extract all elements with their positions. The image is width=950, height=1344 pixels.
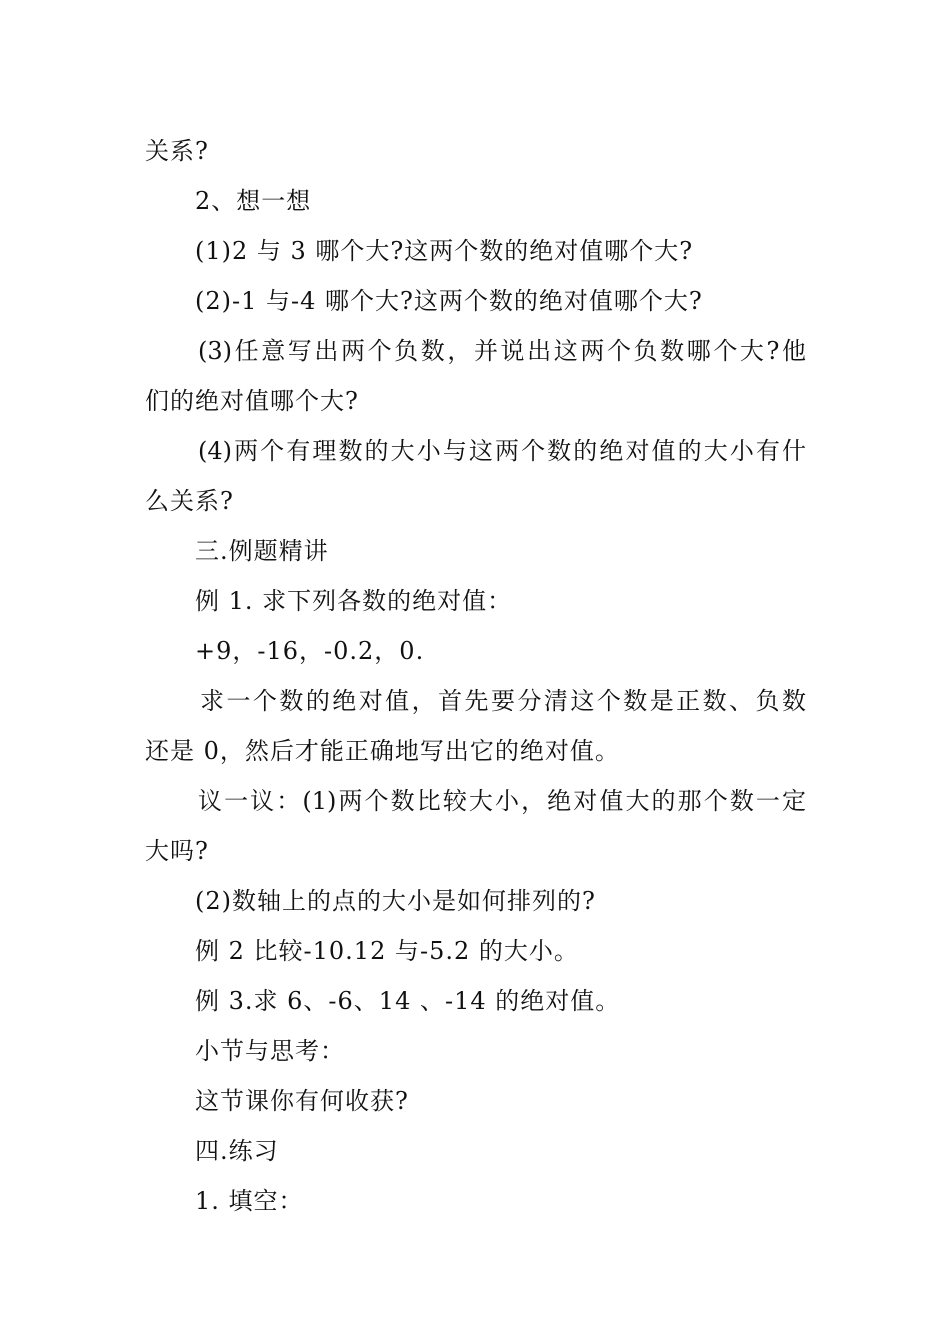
text-line: (3)任意写出两个负数，并说出这两个负数哪个大?他	[198, 337, 806, 365]
section-heading: 小节与思考：	[195, 1037, 345, 1065]
text-line: 例 3.求 6、-6、14 、-14 的绝对值。	[195, 987, 621, 1015]
section-heading: 2、想一想	[195, 187, 312, 215]
text-line: 议一议：(1)两个数比较大小，绝对值大的那个数一定	[198, 787, 806, 815]
text-line: (4)两个有理数的大小与这两个数的绝对值的大小有什	[198, 437, 806, 465]
text-line: 大吗?	[145, 837, 209, 865]
section-heading: 四.练习	[195, 1137, 279, 1165]
text-line: 这节课你有何收获?	[195, 1087, 409, 1115]
text-line: +9，-16，-0.2，0.	[195, 637, 425, 665]
text-line: (1)2 与 3 哪个大?这两个数的绝对值哪个大?	[195, 237, 694, 265]
text-line: 例 2 比较-10.12 与-5.2 的大小。	[195, 937, 579, 965]
text-line: 还是 0，然后才能正确地写出它的绝对值。	[145, 737, 620, 765]
section-heading: 三.例题精讲	[195, 537, 329, 565]
text-line: 关系?	[145, 137, 209, 165]
text-line: 么关系?	[145, 487, 234, 515]
text-line: 1. 填空：	[195, 1187, 304, 1215]
text-line: 例 1. 求下列各数的绝对值：	[195, 587, 513, 615]
text-line: 求一个数的绝对值，首先要分清这个数是正数、负数	[200, 687, 806, 715]
text-line: (2)数轴上的点的大小是如何排列的?	[195, 887, 596, 915]
text-line: (2)-1 与-4 哪个大?这两个数的绝对值哪个大?	[195, 287, 703, 315]
text-line: 们的绝对值哪个大?	[145, 387, 359, 415]
